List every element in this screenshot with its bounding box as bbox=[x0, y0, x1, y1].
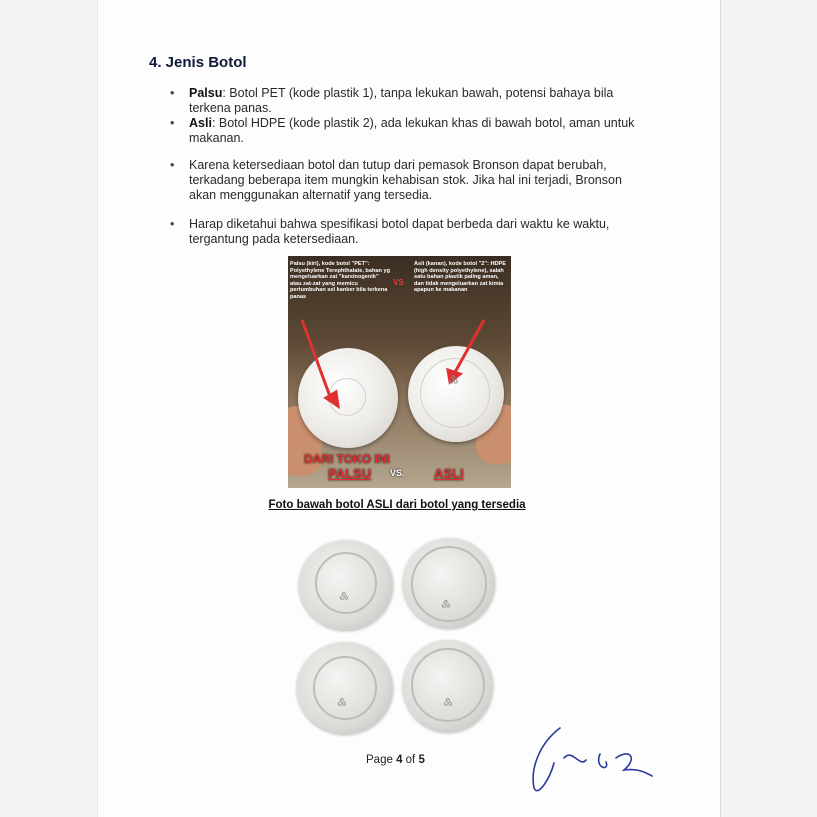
bottle-bottoms-photo bbox=[297, 536, 497, 736]
section-heading: 4. Jenis Botol bbox=[149, 54, 247, 71]
bullet-list bbox=[168, 86, 648, 247]
photo-caption: Foto bawah botol ASLI dari botol yang tersedia bbox=[268, 499, 526, 511]
bullet-label: Asli bbox=[189, 116, 212, 130]
recycle-code-icon: ♷ bbox=[448, 373, 459, 387]
vs-bottom-label: VS. bbox=[390, 468, 405, 478]
bullet-text: Karena ketersediaan botol dan tutup dari pemasok Bronson dapat berubah, terkadang beberapa item mungkin kehabisan stok. Jika hal ini terjadi, Bronson akan menggunakan alternatif yang tersedia. bbox=[189, 158, 622, 202]
left-photo-caption: Palsu (kiri), kode botol "PET": Polyethylene Terephthalate, bahan yg mengeluarkan zat "karsinogenik" atau zat-zat yang memicu pertumbuhan sel kanker bila terkena panas bbox=[290, 261, 390, 300]
right-photo-caption: Asli (kanan), kode botol "2": HDPE (high density polyethylene), salah satu bahan plastik paling aman, dan tidak mengeluarkan zat kimia apapun ke makanan bbox=[414, 261, 507, 294]
recycle-code-icon: ♷ bbox=[337, 697, 347, 709]
bullet-item-availability bbox=[168, 158, 648, 203]
bottle-bottom-2 bbox=[403, 538, 495, 628]
signature-icon bbox=[520, 718, 660, 798]
real-label: ASLI bbox=[434, 466, 464, 481]
fake-label: PALSU bbox=[328, 466, 372, 481]
bullet-item-palsu bbox=[168, 86, 648, 116]
recycle-code-icon: ♷ bbox=[443, 697, 453, 709]
bullet-text: : Botol PET (kode plastik 1), tanpa lekukan bawah, potensi bahaya bila terkena panas. bbox=[189, 86, 614, 115]
store-label: DARI TOKO INI bbox=[304, 452, 390, 466]
page-number: Page 4 of 5 bbox=[366, 754, 425, 766]
vs-top-label: VS bbox=[393, 278, 404, 287]
bottle-bottom-4 bbox=[403, 640, 493, 732]
recycle-code-icon: ♷ bbox=[339, 591, 349, 603]
bullet-text: : Botol HDPE (kode plastik 2), ada lekukan khas di bawah botol, aman untuk makanan. bbox=[189, 116, 635, 145]
bullet-label: Palsu bbox=[189, 86, 223, 100]
bottle-bottom-1 bbox=[299, 540, 393, 630]
arrow-icon bbox=[302, 320, 338, 406]
recycle-code-icon: ♷ bbox=[441, 599, 451, 611]
comparison-photo bbox=[288, 256, 511, 488]
bullet-item-asli bbox=[168, 116, 648, 146]
bottle-bottom-3 bbox=[297, 642, 393, 734]
bullet-text: Harap diketahui bahwa spesifikasi botol dapat berbeda dari waktu ke waktu, tergantung pada ketersediaan. bbox=[189, 217, 610, 246]
bullet-item-specification bbox=[168, 217, 648, 247]
